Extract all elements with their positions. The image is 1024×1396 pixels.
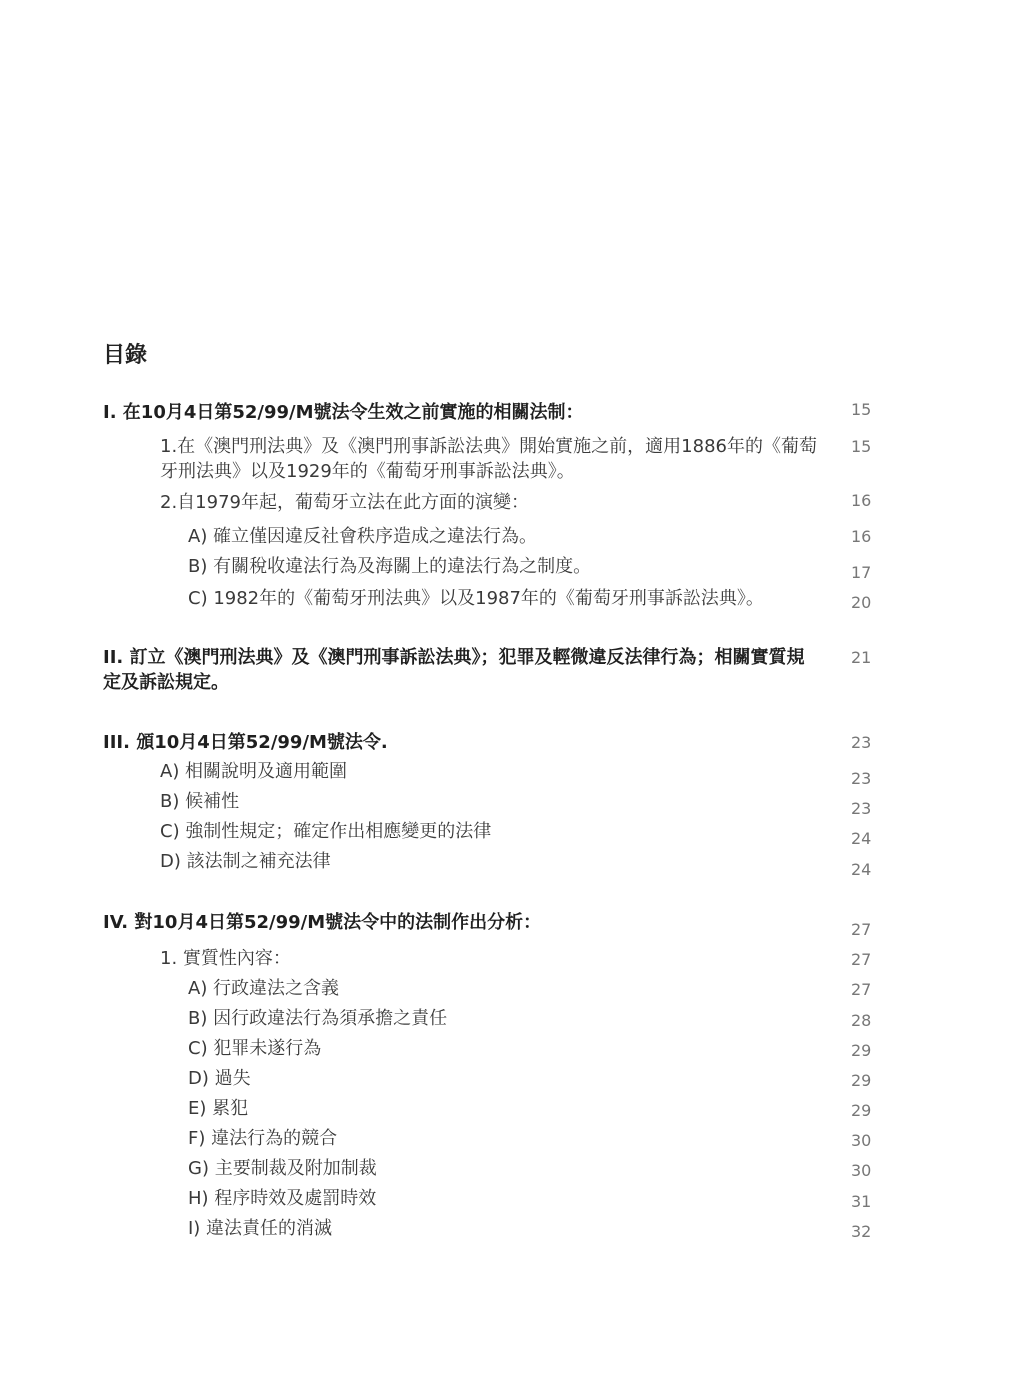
toc-page-number: 24 xyxy=(851,860,872,879)
toc-page-number: 29 xyxy=(851,1071,872,1090)
toc-page-number: 24 xyxy=(851,829,872,848)
toc-page-number: 17 xyxy=(851,563,872,582)
toc-page-number: 16 xyxy=(851,491,872,510)
toc-page-number: 27 xyxy=(851,920,872,939)
toc-page-number: 30 xyxy=(851,1131,872,1150)
toc-subsection: 1.在《澳門刑法典》及《澳門刑事訴訟法典》開始實施之前，適用1886年的《葡萄牙刑法典》以及1929年的《葡萄牙刑事訴訟法典》。 xyxy=(160,436,817,482)
toc-page-number: 21 xyxy=(851,648,872,667)
toc-subsection: 2.自1979年起，葡萄牙立法在此方面的演變： xyxy=(160,492,529,513)
toc-page-number: 23 xyxy=(851,799,872,818)
toc-item: I) 違法責任的消滅 xyxy=(188,1218,333,1239)
toc-item: A) 確立僅因違反社會秩序造成之違法行為。 xyxy=(188,526,538,547)
toc-item: C) 強制性規定；確定作出相應變更的法律 xyxy=(160,821,492,842)
toc-page-number: 29 xyxy=(851,1041,872,1060)
toc-item: H) 程序時效及處罰時效 xyxy=(188,1188,377,1209)
toc-section-1: I. 在10月4日第52/99/M號法令生效之前實施的相關法制： xyxy=(103,402,584,423)
toc-page-number: 16 xyxy=(851,527,872,546)
toc-item: E) 累犯 xyxy=(188,1098,249,1119)
toc-section-2: II. 訂立《澳門刑法典》及《澳門刑事訴訟法典》；犯罪及輕微違反法律行為；相關實質規定及訴訟規定。 xyxy=(103,647,805,693)
toc-page-number: 29 xyxy=(851,1101,872,1120)
page-title: 目錄 xyxy=(103,343,148,368)
toc-page-number: 32 xyxy=(851,1222,872,1241)
toc-page-number: 15 xyxy=(851,400,872,419)
toc-page-number: 23 xyxy=(851,733,872,752)
toc-page-number: 28 xyxy=(851,1011,872,1030)
toc-item: G) 主要制裁及附加制裁 xyxy=(188,1158,377,1179)
toc-item: C) 犯罪未遂行為 xyxy=(188,1038,322,1059)
toc-item: F) 違法行為的競合 xyxy=(188,1128,338,1149)
toc-item: A) 相關說明及適用範圍 xyxy=(160,761,348,782)
toc-page-number: 30 xyxy=(851,1161,872,1180)
toc-page-number: 23 xyxy=(851,769,872,788)
toc-page-number: 27 xyxy=(851,950,872,969)
toc-item: D) 該法制之補充法律 xyxy=(160,851,331,872)
toc-item: C) 1982年的《葡萄牙刑法典》以及1987年的《葡萄牙刑事訴訟法典》。 xyxy=(188,588,764,609)
toc-subsection: 1. 實質性內容： xyxy=(160,948,291,969)
toc-section-4: IV. 對10月4日第52/99/M號法令中的法制作出分析： xyxy=(103,912,542,933)
toc-item: B) 有關稅收違法行為及海關上的違法行為之制度。 xyxy=(188,556,592,577)
toc-item: B) 因行政違法行為須承擔之責任 xyxy=(188,1008,448,1029)
toc-item: A) 行政違法之含義 xyxy=(188,978,340,999)
toc-page-number: 20 xyxy=(851,593,872,612)
toc-page-number: 15 xyxy=(851,437,872,456)
toc-item: B) 候補性 xyxy=(160,791,240,812)
toc-item: D) 過失 xyxy=(188,1068,251,1089)
toc-section-3: III. 頒10月4日第52/99/M號法令. xyxy=(103,732,388,753)
toc-page-number: 27 xyxy=(851,980,872,999)
toc-page-number: 31 xyxy=(851,1192,872,1211)
